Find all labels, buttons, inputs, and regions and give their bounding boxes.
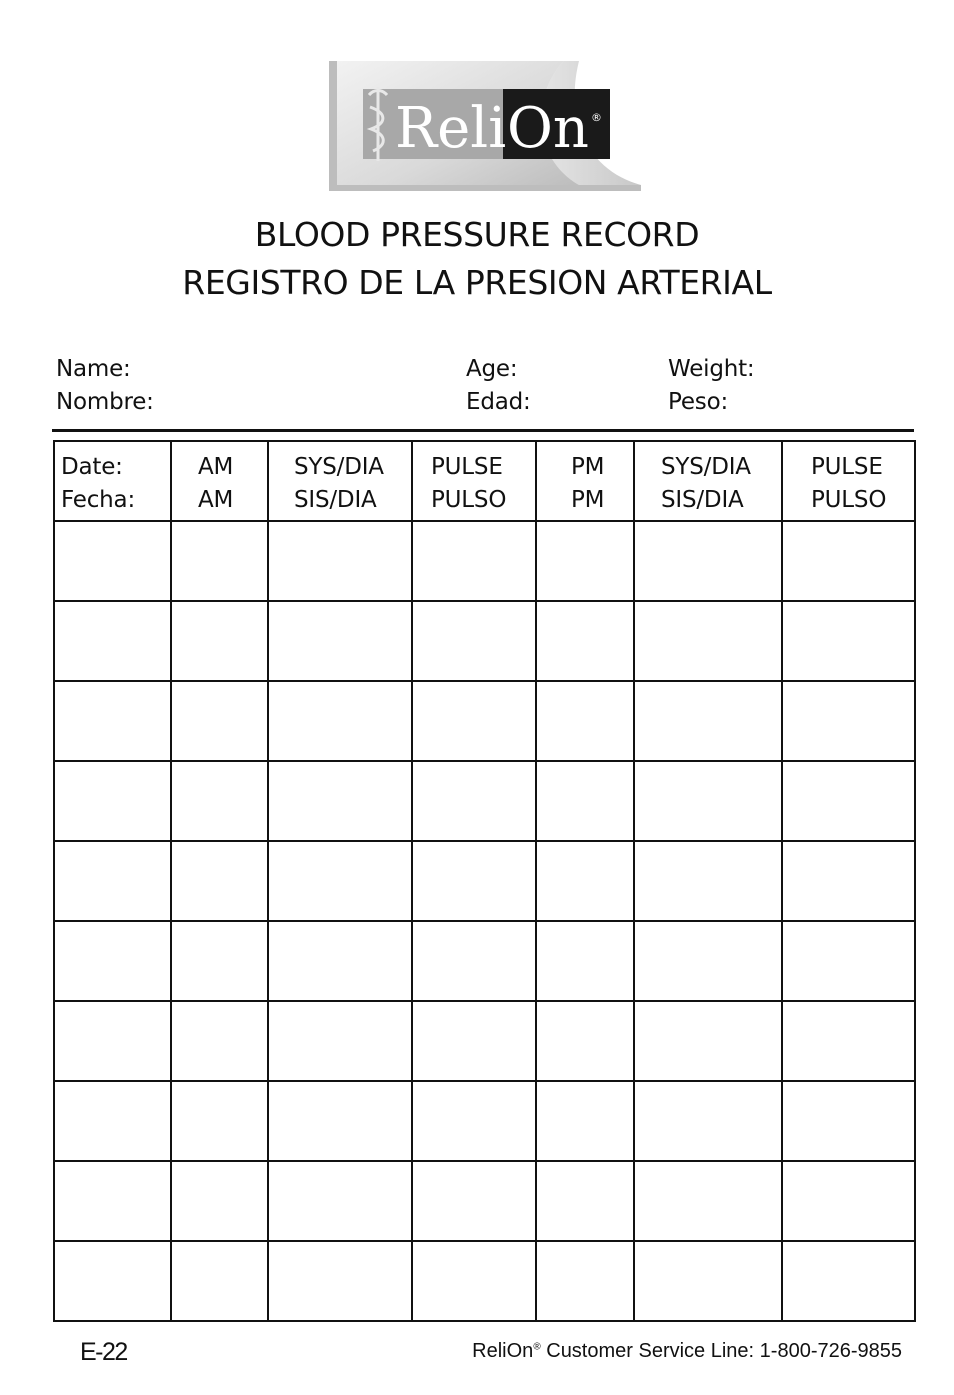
table-row — [54, 761, 915, 841]
am-cell[interactable] — [171, 1161, 268, 1241]
page-number: E-22 — [80, 1338, 127, 1366]
date-cell[interactable] — [54, 1161, 171, 1241]
customer-service-line — [472, 1340, 902, 1363]
am-cell[interactable] — [171, 921, 268, 1001]
am-pulse-cell[interactable] — [412, 841, 536, 921]
am-cell[interactable] — [171, 1001, 268, 1081]
pm-pulse-cell[interactable] — [782, 761, 915, 841]
table-row — [54, 1241, 915, 1321]
header-am-en: AM — [198, 454, 234, 480]
logo-registered-mark: ® — [591, 111, 602, 124]
am-cell[interactable] — [171, 681, 268, 761]
date-cell[interactable] — [54, 1081, 171, 1161]
pm-cell[interactable] — [536, 841, 634, 921]
header-am-sys-dia — [268, 441, 412, 521]
header-am — [171, 441, 268, 521]
am-pulse-cell[interactable] — [412, 1241, 536, 1321]
date-cell[interactable] — [54, 1241, 171, 1321]
header-date-es: Fecha: — [61, 487, 135, 513]
pm-cell[interactable] — [536, 1081, 634, 1161]
am-cell[interactable] — [171, 841, 268, 921]
pm-sys-dia-cell[interactable] — [634, 1161, 782, 1241]
pm-sys-dia-cell[interactable] — [634, 841, 782, 921]
relion-logo — [329, 61, 641, 191]
pm-cell[interactable] — [536, 1241, 634, 1321]
pm-cell[interactable] — [536, 1161, 634, 1241]
pm-pulse-cell[interactable] — [782, 681, 915, 761]
table-row — [54, 521, 915, 601]
table-row — [54, 841, 915, 921]
am-sys-dia-cell[interactable] — [268, 601, 412, 681]
table-row — [54, 1081, 915, 1161]
am-sys-dia-cell[interactable] — [268, 921, 412, 1001]
pm-pulse-cell[interactable] — [782, 601, 915, 681]
header-pm-sys-dia-en: SYS/DIA — [661, 454, 751, 480]
table-row — [54, 921, 915, 1001]
pm-sys-dia-cell[interactable] — [634, 1001, 782, 1081]
weight-label-en: Weight: — [668, 356, 755, 382]
header-am-sys-dia-en: SYS/DIA — [294, 454, 384, 480]
header-pm-en: PM — [571, 454, 605, 480]
am-pulse-cell[interactable] — [412, 601, 536, 681]
am-sys-dia-cell[interactable] — [268, 521, 412, 601]
table-header-row — [54, 441, 915, 521]
header-date-en: Date: — [61, 454, 123, 480]
pm-sys-dia-cell[interactable] — [634, 1081, 782, 1161]
date-cell[interactable] — [54, 921, 171, 1001]
date-cell[interactable] — [54, 841, 171, 921]
service-phone-text: Customer Service Line: 1-800-726-9855 — [540, 1340, 902, 1362]
divider-line — [52, 429, 914, 432]
am-sys-dia-cell[interactable] — [268, 1241, 412, 1321]
logo-brand-on: On — [507, 96, 589, 161]
am-pulse-cell[interactable] — [412, 521, 536, 601]
table-row — [54, 1161, 915, 1241]
header-am-pulse-en: PULSE — [431, 454, 503, 480]
am-cell[interactable] — [171, 761, 268, 841]
am-pulse-cell[interactable] — [412, 761, 536, 841]
am-pulse-cell[interactable] — [412, 1001, 536, 1081]
table-row — [54, 1001, 915, 1081]
header-pm-pulse-en: PULSE — [811, 454, 883, 480]
am-sys-dia-cell[interactable] — [268, 681, 412, 761]
am-sys-dia-cell[interactable] — [268, 1081, 412, 1161]
pm-pulse-cell[interactable] — [782, 1001, 915, 1081]
am-sys-dia-cell[interactable] — [268, 1001, 412, 1081]
date-cell[interactable] — [54, 521, 171, 601]
header-pm-pulse — [782, 441, 915, 521]
pm-sys-dia-cell[interactable] — [634, 521, 782, 601]
table-row — [54, 601, 915, 681]
header-am-pulse — [412, 441, 536, 521]
service-registered-mark: ® — [533, 1341, 541, 1353]
am-sys-dia-cell[interactable] — [268, 841, 412, 921]
name-label-es: Nombre: — [56, 389, 154, 415]
header-pm — [536, 441, 634, 521]
weight-label-es: Peso: — [668, 389, 729, 415]
pm-pulse-cell[interactable] — [782, 1161, 915, 1241]
pm-cell[interactable] — [536, 921, 634, 1001]
pm-cell[interactable] — [536, 601, 634, 681]
pm-sys-dia-cell[interactable] — [634, 761, 782, 841]
am-pulse-cell[interactable] — [412, 681, 536, 761]
name-field-label — [56, 353, 154, 419]
title-spanish: REGISTRO DE LA PRESION ARTERIAL — [182, 263, 772, 302]
age-label-en: Age: — [466, 356, 518, 382]
age-field-label — [466, 353, 531, 419]
header-pm-es: PM — [571, 487, 605, 513]
date-cell[interactable] — [54, 761, 171, 841]
pm-pulse-cell[interactable] — [782, 1241, 915, 1321]
am-cell[interactable] — [171, 1241, 268, 1321]
pm-cell[interactable] — [536, 521, 634, 601]
pm-pulse-cell[interactable] — [782, 1081, 915, 1161]
blood-pressure-table — [53, 440, 916, 1322]
pm-cell[interactable] — [536, 681, 634, 761]
header-pm-sys-dia — [634, 441, 782, 521]
header-date — [54, 441, 171, 521]
am-pulse-cell[interactable] — [412, 1161, 536, 1241]
am-pulse-cell[interactable] — [412, 921, 536, 1001]
pm-pulse-cell[interactable] — [782, 921, 915, 1001]
header-am-sys-dia-es: SIS/DIA — [294, 487, 377, 513]
am-sys-dia-cell[interactable] — [268, 761, 412, 841]
header-am-pulse-es: PULSO — [431, 487, 507, 513]
weight-field-label — [668, 353, 754, 419]
pm-sys-dia-cell[interactable] — [634, 1241, 782, 1321]
pm-sys-dia-cell[interactable] — [634, 921, 782, 1001]
date-cell[interactable] — [54, 601, 171, 681]
am-cell[interactable] — [171, 601, 268, 681]
am-sys-dia-cell[interactable] — [268, 1161, 412, 1241]
service-brand: ReliOn — [472, 1340, 534, 1362]
date-cell[interactable] — [54, 1001, 171, 1081]
am-pulse-cell[interactable] — [412, 1081, 536, 1161]
pm-sys-dia-cell[interactable] — [634, 681, 782, 761]
header-pm-pulse-es: PULSO — [811, 487, 887, 513]
pm-pulse-cell[interactable] — [782, 841, 915, 921]
date-cell[interactable] — [54, 681, 171, 761]
table-row — [54, 681, 915, 761]
table-body — [54, 521, 915, 1321]
am-cell[interactable] — [171, 1081, 268, 1161]
pm-sys-dia-cell[interactable] — [634, 601, 782, 681]
am-cell[interactable] — [171, 521, 268, 601]
pm-cell[interactable] — [536, 1001, 634, 1081]
logo-brand-reli: Reli — [395, 96, 507, 161]
age-label-es: Edad: — [466, 389, 531, 415]
pm-pulse-cell[interactable] — [782, 521, 915, 601]
header-am-es: AM — [198, 487, 234, 513]
name-label-en: Name: — [56, 356, 131, 382]
pm-cell[interactable] — [536, 761, 634, 841]
header-pm-sys-dia-es: SIS/DIA — [661, 487, 744, 513]
title-english: BLOOD PRESSURE RECORD — [254, 215, 700, 254]
